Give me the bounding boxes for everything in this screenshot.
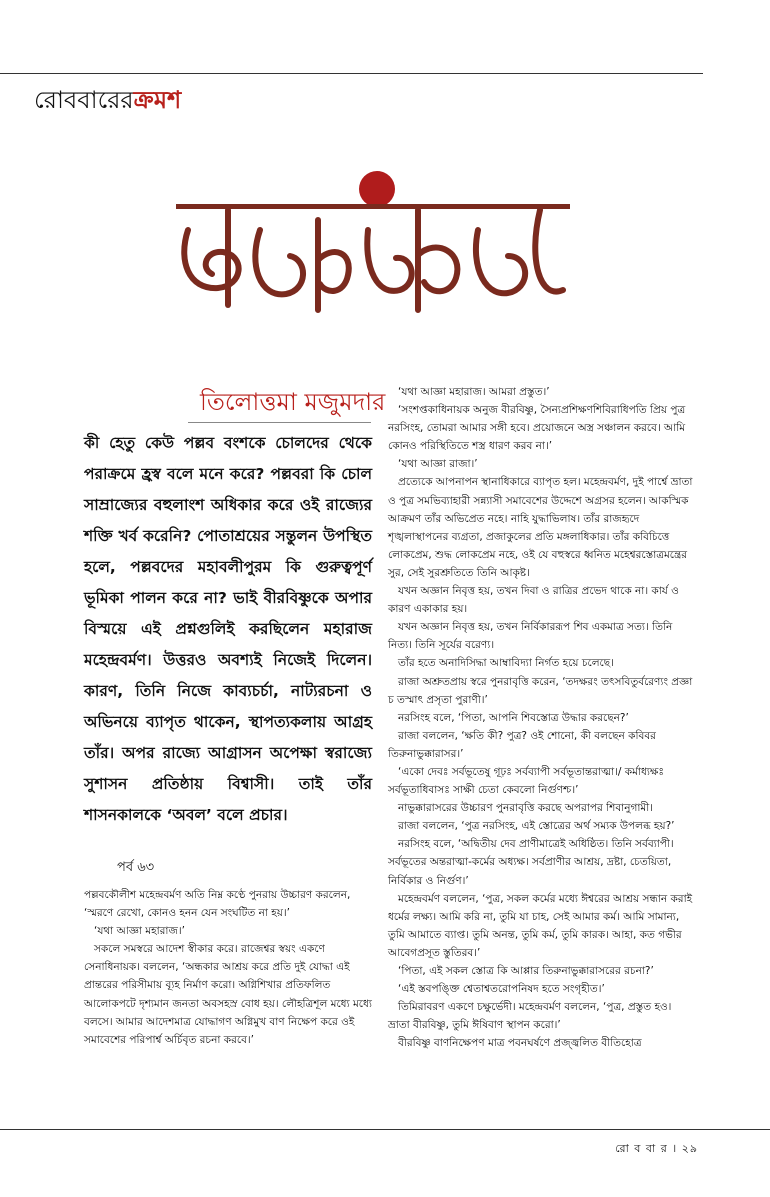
title-lettering (184, 210, 563, 310)
sun-dot (359, 171, 395, 207)
serial-title-logo (168, 160, 578, 350)
body-paragraph: রাজা অশ্রুতপ্রায় স্বরে পুনরাবৃত্তি করেন, ‘তদক্ষরং তৎসবিতুর্বরেণ্যং প্রজ্ঞা চ তস্মাৎ প্রসৃতা পুরাণী।’ (388, 675, 693, 706)
section-accent: ক্রমশ (133, 86, 182, 114)
author-rule (188, 422, 371, 423)
body-paragraph: ‘পিতা, এই সকল স্তোত্র কি আপ্পার তিরুনাভুক্কারাসরের রচনা?’ (398, 965, 654, 977)
section-prefix: রোববারের (34, 86, 134, 114)
body-paragraph: তিমিরাবরণ একণে চক্ষুর্ভেদী। মহেন্দ্রবর্মণ বললেন, ‘পুত্র, প্রস্তুত হও। ভ্রাতা বীরবিষ্ণু, তুমি ঈষিবাণ স্থাপন করো।’ (388, 1001, 672, 1032)
lead-text: কী হেতু কেউ পল্লব বংশকে চোলদের থেকে পরাক্রমে হ্রস্ব বলে মনে করে? পল্লবরা কি চোল সাম্রাজ্যের বহুলাংশ অধিকার করে ওই রাজ্যের শক্তি খর্ব করেনি? পোতাশ্রয়ের সন্তুলন উপস্থিত হলে, পল্লবদের মহাবলীপুরম কি গুরুত্বপূর্ণ ভূমিকা পালন করে না? ভাই বীরবিষ্ণুকে অপার বিস্ময়ে এই প্রশ্নগুলিই করছিলেন মহারাজ মহেন্দ্রবর্মণ। উত্তরও অবশ্যই নিজেই দিলেন। কারণ, তিনি নিজে কাব্যচর্চা, নাট্যরচনা ও অভিনয়ে ব্যাপৃত থাকেন, স্থাপত্যকলায় আগ্রহ তাঁর। অপর রাজ্যে আগ্রাসন অপেক্ষা স্বরাজ্যে সুশাসন প্রতিষ্ঠায় বিশ্বাসী। তাই তাঁর শাসনকালকে ‘অবল’ বলে প্রচার। (84, 434, 372, 824)
body-paragraph: নাভুক্কারাসরের উচ্চারণ পুনরাবৃত্তি করছে অপরাপর শিবানুগামী। (398, 802, 654, 815)
lead-paragraph (84, 428, 372, 831)
body-paragraph: ‘সংশপ্তকাধিনায়ক অনুজ বীরবিষ্ণু, সৈন্যপ্রশিক্ষণশিবিরাধিপতি প্রিয় পুত্র নরসিংহ, তোমরা আমার সঙ্গী হবে। প্রয়োজনে অস্ত্র সঞ্চালন করবে। আমি কোনও পরিস্থিতিতে শস্ত্র ধারণ করব না।’ (388, 404, 686, 453)
episode-number: পর্ব ৬৩ (117, 860, 155, 875)
body-paragraph: ‘যথা আজ্ঞা মহারাজ।’ (94, 925, 185, 938)
body-paragraph: ‘এই স্তবপঙ্ক্তি শ্বেতাশ্বতরোপনিষদ হতে সংগৃহীত।’ (398, 983, 605, 996)
title-logo-graphic (168, 160, 578, 350)
body-paragraph: যখন অজ্ঞান নিবৃত্ত হয়, তখন নির্বিকাররূপ শিব একমাত্র সত্য। তিনি নিত্য। তিনি সূর্যের বরেণ্য। (388, 621, 673, 652)
body-paragraph: ‘যথা আজ্ঞা রাজা।’ (398, 458, 478, 471)
body-paragraph: নরসিংহ বলে, ‘পিতা, আপনি শিবস্তোত্র উদ্ধার করছেন?’ (398, 711, 629, 724)
body-column-left (84, 886, 374, 1049)
author-name: তিলোত্তমা মজুমদার (200, 388, 386, 416)
body-paragraph: প্রত্যেকে আপনাপন স্থানাধিকারে ব্যাপৃত হল। মহেন্দ্রবর্মণ, দুই পার্শ্বে ভ্রাতা ও পুত্র সমভিব্যাহারী সন্ন্যাসী সমাবেশের উদ্দেশে অগ্রসর হলেন। আকস্মিক আক্রমণ তাঁর অভিপ্রেত নহে। নাহি যুদ্ধাভিলাষ। তাঁর রাজহৃদে শৃঙ্খলাস্থাপনের ব্যগ্রতা, প্রজাকুলের প্রতি মঙ্গলাধিকার। তাঁর কবিচিত্তে লোকপ্রেম, শুদ্ধ লোকপ্রেম নহে, ওই যে বহুস্বরে ধ্বনিত মহেশ্বরস্তোত্রমন্ত্রের সুর, সেই সুরশ্রুতিতে তিনি আকৃষ্ট। (388, 476, 693, 579)
body-paragraph: রাজা বললেন, ‘ক্ষতি কী? পুত্র? ওই শোনো, কী বলছেন কবিবর তিরুনাভুক্কারাসর।’ (388, 729, 656, 760)
body-paragraph: পল্লবকৌলীশ মহেন্দ্রবর্মণ অতি নিম্ন কণ্ঠে পুনরায় উচ্চারণ করলেন, ‘স্মরণে রেখো, কোনও হনন যেন সংঘটিত না হয়।’ (84, 889, 351, 920)
header-rule (0, 73, 703, 74)
body-paragraph: ‘একো দেবঃ সর্বভূতেষু গূঢ়ঃ সর্বব্যাপী সর্বভূতান্তরাত্মা।/ কর্মাধ্যক্ষঃ সর্বভূতাধিবাসঃ সাক্ষী চেতা কেবলো নির্গুণশ্চ।’ (388, 765, 665, 797)
body-paragraph: তাঁর হতে অনাদিসিদ্ধা আম্বাবিদ্যা নির্গত হয়ে চলেছে। (398, 657, 614, 670)
footer-rule (0, 1129, 770, 1130)
body-paragraph: সকলে সমস্বরে আদেশ স্বীকার করে। রাজেশ্বর স্বয়ং একণে সেনাধিনায়ক। বললেন, ‘অন্ধকার আশ্রয় করে প্রতি দুই যোদ্ধা এই প্রান্তরের পরিসীমায় ব্যূহ নির্মাণ করো। অগ্নিশিখার প্রতিফলিত আলোকপটে দৃশ্যমান জনতা অবসহস্র বোধ হয়। লৌহত্রিশূল মধ্যে মধ্যে বলসে। আমার আদেশমাত্র যোদ্ধাগণ অগ্নিমুখ বাণ নিক্ষেপ করে ওই সমাবেশের পরিপার্শ্ব অর্চিবৃত রচনা করবে।’ (84, 943, 372, 1046)
body-paragraph: রাজা বললেন, ‘পুত্র নরসিংহ, এই স্তোত্রের অর্থ সম্যক উপলব্ধ হয়?’ (398, 820, 675, 833)
title-bar (176, 204, 570, 209)
body-paragraph: যখন অজ্ঞান নিবৃত্ত হয়, তখন দিবা ও রাত্রির প্রভেদ থাকে না। কার্য ও কারণ একাকার হয়। (388, 585, 679, 616)
section-label (34, 84, 181, 116)
body-paragraph: বীরবিষ্ণু বাণনিক্ষেপণ মাত্র পবনঘর্ষণে প্রজ্জ্বলিত বীতিহোত্র (398, 1037, 642, 1050)
body-paragraph: নরসিংহ বলে, ‘অদ্বিতীয় দেব প্রাণীমাত্রেই অধিষ্ঠিত। তিনি সর্বব্যাপী। সর্বভূতের অন্তরাত্মা-কর্মের অধ্যক্ষ। সর্বপ্রাণীর আশ্রয়, দ্রষ্টা, চেতয়িতা, নির্বিকার ও নির্গুণ।’ (388, 838, 674, 887)
body-paragraph: ‘যথা আজ্ঞা মহারাজ। আমরা প্রস্তুত।’ (398, 386, 550, 398)
body-column-right (388, 383, 693, 1052)
page-number: রো ব বা র । ২৯ (615, 1142, 698, 1155)
body-paragraph: মহেন্দ্রবর্মণ বললেন, ‘পুত্র, সকল কর্মের মধ্যে ঈশ্বরের আশ্রয় সন্ধান করাই ধর্মের লক্ষ্য। আমি করি না, তুমি যা চাহ, সেই আমার কর্ম। আমি সামান্য, তুমি আমাতে ব্যাপ্ত। তুমি অনন্ত, তুমি কর্ম, তুমি কারক। আহা, কত গভীর আবেগপ্রসূত স্তুতিরব।’ (388, 892, 693, 959)
